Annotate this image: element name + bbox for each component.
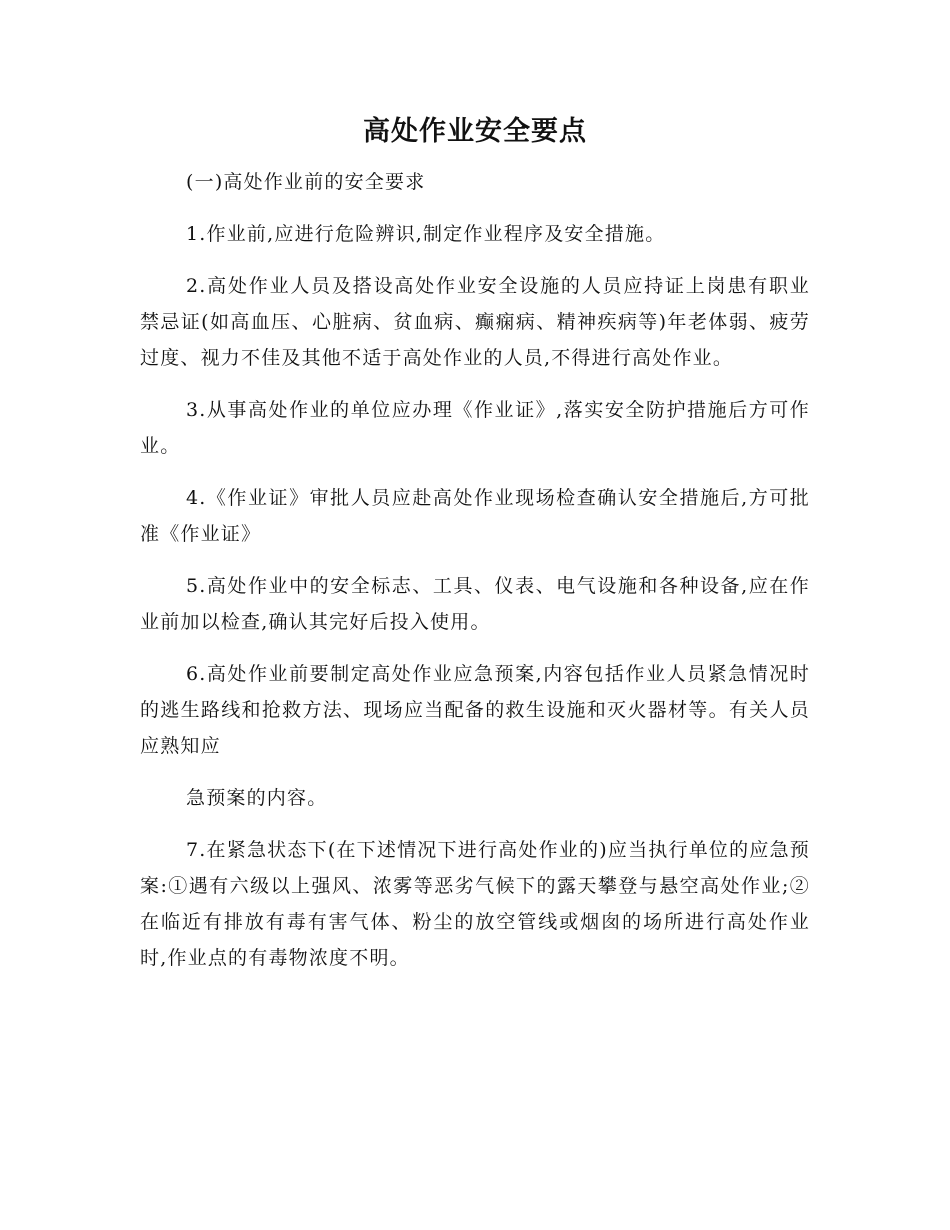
paragraph-6: 6.高处作业前要制定高处作业应急预案,内容包括作业人员紧急情况时的逃生路线和抢救方法、现场应当配备的救生设施和灭火器材等。有关人员应熟知应 <box>140 663 810 757</box>
section-heading: (一)高处作业前的安全要求 <box>186 171 426 193</box>
paragraph-6-continued: 急预案的内容。 <box>186 787 328 809</box>
paragraph-5: 5.高处作业中的安全标志、工具、仪表、电气设施和各种设备,应在作业前加以检查,确认其完好后投入使用。 <box>140 575 810 633</box>
document-body <box>140 164 810 976</box>
paragraph-1: 1.作业前,应进行危险辨识,制定作业程序及安全措施。 <box>186 223 666 245</box>
paragraph-3: 3.从事高处作业的单位应办理《作业证》,落实安全防护措施后方可作业。 <box>140 399 810 457</box>
document-title: 高处作业安全要点 <box>363 116 587 147</box>
paragraph-7: 7.在紧急状态下(在下述情况下进行高处作业的)应当执行单位的应急预案:①遇有六级以上强风、浓雾等恶劣气候下的露天攀登与悬空高处作业;②在临近有排放有毒有害气体、粉尘的放空管线或烟囱的场所进行高处作业时,作业点的有毒物浓度不明。 <box>140 839 810 969</box>
paragraph-2: 2.高处作业人员及搭设高处作业安全设施的人员应持证上岗患有职业禁忌证(如高血压、心脏病、贫血病、癫痫病、精神疾病等)年老体弱、疲劳过度、视力不佳及其他不适于高处作业的人员,不得进行高处作业。 <box>140 275 810 369</box>
paragraph-4: 4.《作业证》审批人员应赴高处作业现场检查确认安全措施后,方可批准《作业证》 <box>140 487 810 545</box>
